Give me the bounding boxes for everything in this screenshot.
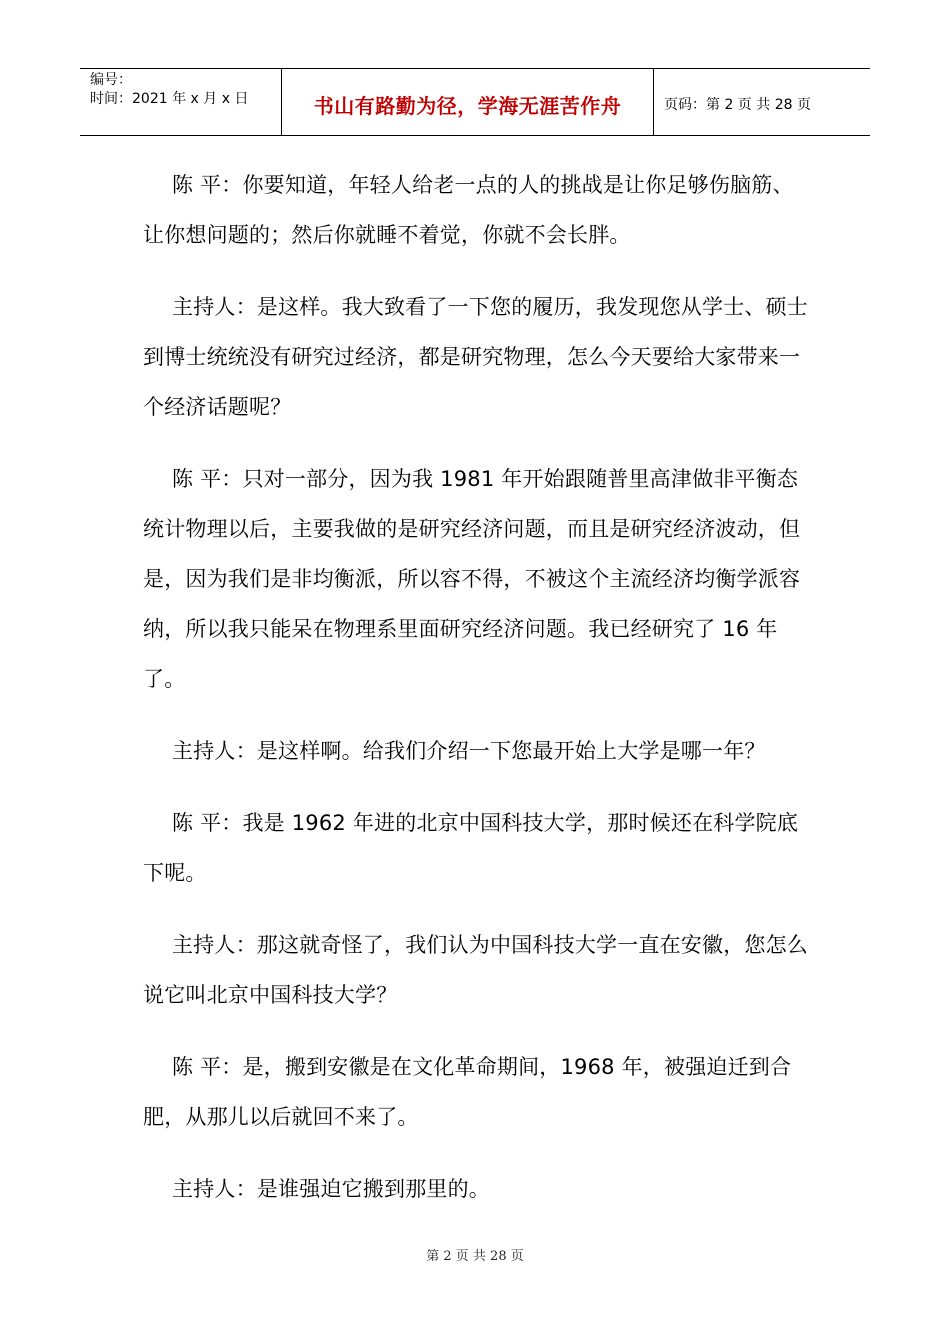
document-header (80, 68, 870, 136)
footer-page-number: 第 2 页 共 28 页 (426, 1249, 524, 1264)
header-meta-cell (80, 69, 282, 135)
page-footer (0, 1245, 950, 1264)
header-page-info: 页码：第 2 页 共 28 页 (664, 97, 811, 113)
header-motto: 书山有路勤为径，学海无涯苦作舟 (313, 93, 622, 118)
dialogue-paragraph: 陈 平：我是 1962 年进的北京中国科技大学，那时候还在科学院底下呢。 (143, 811, 799, 885)
header-motto-cell (282, 69, 654, 135)
serial-number-label: 编号： (90, 72, 132, 88)
header-page-cell (654, 71, 870, 137)
dialogue-paragraph: 主持人：是这样。我大致看了一下您的履历，我发现您从学士、硕士到博士统统没有研究过经济，都是研究物理，怎么今天要给大家带来一个经济话题呢？ (143, 295, 808, 419)
dialogue-paragraph: 主持人：是谁强迫它搬到那里的。 (172, 1177, 490, 1201)
dialogue-paragraph: 主持人：那这就奇怪了，我们认为中国科技大学一直在安徽，您怎么说它叫北京中国科技大学？ (143, 933, 808, 1007)
dialogue-paragraph: 主持人：是这样啊。给我们介绍一下您最开始上大学是哪一年？ (172, 739, 766, 763)
document-body (143, 160, 813, 1236)
dialogue-paragraph: 陈 平：是，搬到安徽是在文化革命期间，1968 年，被强迫迁到合肥，从那儿以后就回不来了。 (143, 1055, 792, 1129)
date-label: 时间：2021 年 x 月 x 日 (90, 91, 249, 107)
dialogue-paragraph: 陈 平：只对一部分，因为我 1981 年开始跟随普里高津做非平衡态统计物理以后，主要我做的是研究经济问题，而且是研究经济波动，但是，因为我们是非均衡派，所以容不得，不被这个主流经济均衡学派容纳，所以我只能呆在物理系里面研究经济问题。我已经研究了 16 年了。 (143, 467, 801, 691)
dialogue-paragraph: 陈 平：你要知道，年轻人给老一点的人的挑战是让你足够伤脑筋、让你想问题的；然后你就睡不着觉，你就不会长胖。 (143, 173, 794, 247)
